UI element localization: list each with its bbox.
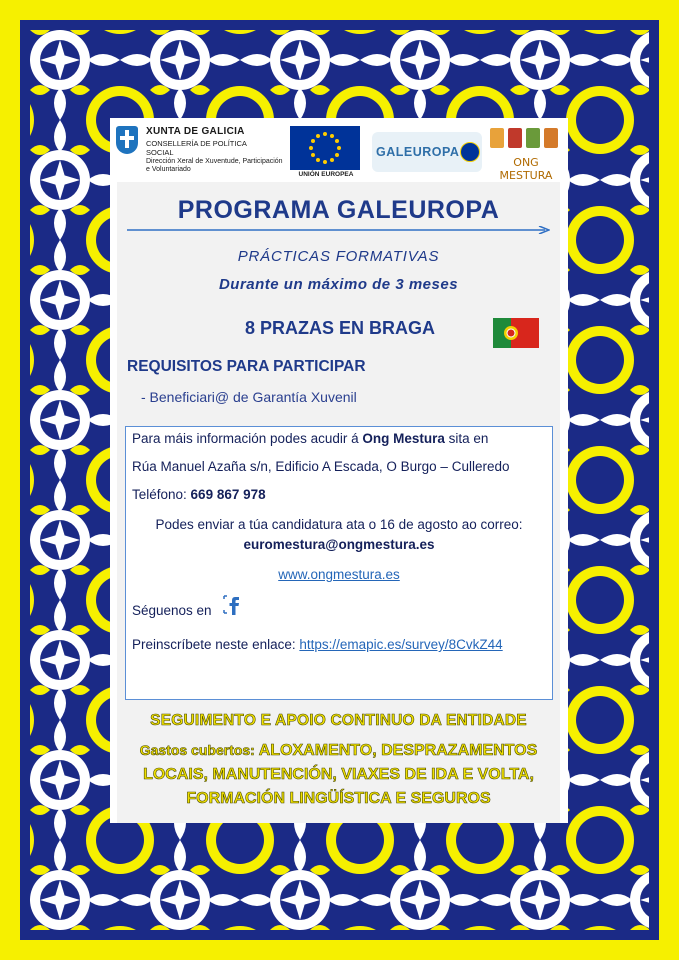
eu-caption: UNIÓN EUROPEA: [298, 171, 354, 178]
send-text: Podes enviar a túa candidatura ata o 16 de agosto ao correo:: [155, 517, 523, 532]
requirement-item: - Beneficiari@ de Garantía Xuvenil: [141, 389, 357, 405]
places-heading: 8 PRAZAS EN BRAGA: [245, 318, 436, 338]
logo-strip: [110, 118, 568, 182]
phone-number: 669 867 978: [190, 487, 266, 502]
galeuropa-logo: [372, 132, 482, 172]
survey-link[interactable]: https://emapic.es/survey/8CvkZ44: [299, 637, 503, 652]
subtitle: PRÁCTICAS FORMATIVAS: [237, 248, 440, 265]
address: Rúa Manuel Azaña s/n, Edificio A Escada, O Burgo – Culleredo: [132, 459, 510, 474]
website-link[interactable]: www.ongmestura.es: [278, 567, 400, 582]
costs-block: [117, 738, 560, 811]
costs-line-3: FORMACIÓN LINGÜÍSTICA E SEGUROS: [186, 790, 491, 807]
ong-mestura-logo: [486, 124, 566, 180]
eu-flag-icon: [290, 126, 360, 170]
portugal-flag-icon: [493, 318, 539, 348]
eu-logo: [288, 124, 364, 180]
galicia-shield-icon: [116, 126, 138, 154]
phone-label: Teléfono:: [132, 487, 191, 502]
facebook-icon[interactable]: [222, 593, 244, 617]
costs-line-1: [117, 738, 560, 763]
xunta-department: CONSELLERÍA DE POLÍTICA SOCIAL: [146, 139, 247, 157]
email[interactable]: euromestura@ongmestura.es: [243, 537, 435, 552]
eu-badge-icon: [460, 142, 480, 162]
main-content: [117, 182, 560, 823]
content-panel: [110, 118, 568, 823]
preinscribe-label: Preinscríbete neste enlace:: [132, 637, 300, 652]
info-box: [125, 426, 553, 700]
info-line-1: [132, 431, 488, 446]
xunta-directorate: Dirección Xeral de Xuventude, Participación e Voluntariado: [146, 158, 283, 173]
costs-text-1: ALOXAMENTO, DESPRAZAMENTOS: [258, 742, 538, 759]
follow-label: Séguenos en: [132, 603, 212, 618]
support-banner: SEGUIMENTO E APOIO CONTINUO DA ENTIDADE: [150, 712, 527, 729]
org-name: Ong Mestura: [362, 431, 445, 446]
ong-mestura-figures-icon: [490, 128, 562, 150]
phone-line: [132, 487, 266, 502]
xunta-logo: [116, 124, 286, 180]
duration: Durante un máximo de 3 meses: [218, 276, 459, 293]
costs-label: Gastos cubertos:: [139, 742, 259, 758]
galeuropa-logo-text: GALEUROPA: [376, 145, 460, 159]
costs-line-2: LOCAIS, MANUTENCIÓN, VIAXES DE IDA E VOLTA,: [143, 766, 534, 783]
xunta-title: XUNTA DE GALICIA: [146, 126, 245, 137]
preinscribe-line: [132, 637, 503, 652]
info-line-1-text: Para máis información podes acudir á: [132, 431, 363, 446]
page-title: PROGRAMA GALEUROPA: [177, 196, 500, 224]
info-line-1-end: sita en: [444, 431, 489, 446]
title-underline-arrow-icon: [117, 226, 550, 234]
website-line: [126, 567, 552, 582]
ong-mestura-logo-text: ONG MESTURA: [499, 156, 553, 182]
requirements-title: REQUISITOS PARA PARTICIPAR: [127, 358, 366, 375]
